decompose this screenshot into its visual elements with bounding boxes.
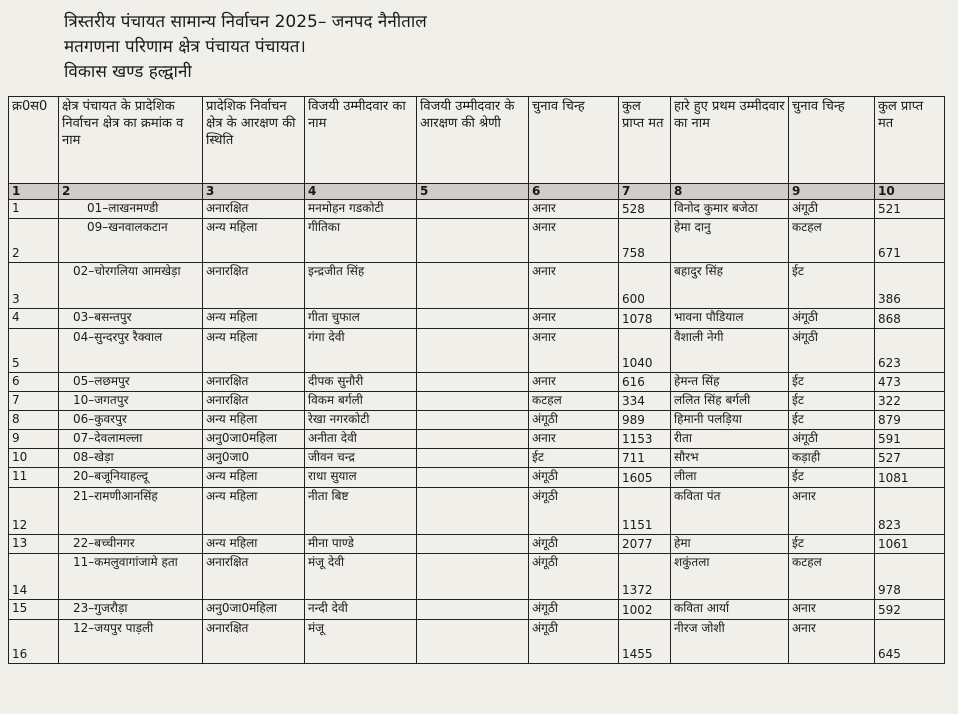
serial-cell: 3 xyxy=(9,263,59,309)
winner-cell: मंजू देवी xyxy=(305,554,417,600)
reservation-cell: अनारक्षित xyxy=(203,200,305,219)
runner-symbol-cell: कटहल xyxy=(789,219,875,263)
symbol-cell: अनार xyxy=(529,329,619,373)
title-line-2: मतगणना परिणाम क्षेत्र पंचायत पंचायत। xyxy=(64,37,306,57)
runner-up-cell: सौरभ xyxy=(671,449,789,468)
winner-category-cell xyxy=(417,200,529,219)
votes-cell: 1151 xyxy=(619,488,671,535)
winner-category-cell xyxy=(417,600,529,620)
table-row xyxy=(9,535,945,554)
table-row xyxy=(9,329,945,373)
winner-cell: राधा सुयाल xyxy=(305,468,417,488)
table-row xyxy=(9,263,945,309)
reservation-cell: अन्य महिला xyxy=(203,309,305,329)
title-line-1: त्रिस्तरीय पंचायत सामान्य निर्वाचन 2025– जनपद नैनीताल xyxy=(64,12,427,32)
serial-cell: 7 xyxy=(9,392,59,411)
runner-up-cell: नीरज जोशी xyxy=(671,620,789,664)
runner-up-cell: हेमन्त सिंह xyxy=(671,373,789,392)
reservation-cell: अनारक्षित xyxy=(203,620,305,664)
column-number: 1 xyxy=(9,184,59,200)
votes-cell: 1153 xyxy=(619,430,671,449)
runner-votes-cell: 322 xyxy=(875,392,945,411)
title-line-3: विकास खण्ड हल्द्वानी xyxy=(64,62,192,82)
table-row xyxy=(9,468,945,488)
table-row xyxy=(9,219,945,263)
winner-cell: मीना पाण्डे xyxy=(305,535,417,554)
winner-category-cell xyxy=(417,392,529,411)
runner-up-cell: लीला xyxy=(671,468,789,488)
column-number: 6 xyxy=(529,184,619,200)
serial-cell: 16 xyxy=(9,620,59,664)
column-number-row xyxy=(9,184,945,200)
votes-cell: 334 xyxy=(619,392,671,411)
runner-up-cell: कविता पंत xyxy=(671,488,789,535)
symbol-cell: अंगूठी xyxy=(529,535,619,554)
area-cell: 12–जयपुर पाड़ली xyxy=(59,620,203,664)
winner-category-cell xyxy=(417,263,529,309)
runner-symbol-cell: अंगूठी xyxy=(789,309,875,329)
runner-up-cell: विनोद कुमार बजेठा xyxy=(671,200,789,219)
runner-votes-cell: 386 xyxy=(875,263,945,309)
runner-symbol-cell: अनार xyxy=(789,620,875,664)
column-number: 5 xyxy=(417,184,529,200)
symbol-cell: अनार xyxy=(529,219,619,263)
column-number: 9 xyxy=(789,184,875,200)
serial-cell: 13 xyxy=(9,535,59,554)
runner-votes-cell: 623 xyxy=(875,329,945,373)
table-row xyxy=(9,392,945,411)
winner-cell: रेखा नगरकोटी xyxy=(305,411,417,430)
reservation-cell: अन्य महिला xyxy=(203,219,305,263)
area-cell: 06–कुवरपुर xyxy=(59,411,203,430)
votes-cell: 1078 xyxy=(619,309,671,329)
table-row xyxy=(9,554,945,600)
winner-cell: मंजू xyxy=(305,620,417,664)
reservation-cell: अन्य महिला xyxy=(203,535,305,554)
winner-category-cell xyxy=(417,219,529,263)
serial-cell: 14 xyxy=(9,554,59,600)
reservation-cell: अन्य महिला xyxy=(203,329,305,373)
header-symbol: चुनाव चिन्ह xyxy=(529,97,619,184)
votes-cell: 2077 xyxy=(619,535,671,554)
runner-symbol-cell: ईट xyxy=(789,535,875,554)
area-cell: 07–देवलामल्ला xyxy=(59,430,203,449)
runner-votes-cell: 1081 xyxy=(875,468,945,488)
winner-category-cell xyxy=(417,411,529,430)
serial-cell: 9 xyxy=(9,430,59,449)
header-serial: क्र0स0 xyxy=(9,97,59,184)
serial-cell: 10 xyxy=(9,449,59,468)
header-row xyxy=(9,97,945,184)
runner-votes-cell: 868 xyxy=(875,309,945,329)
winner-cell: अनीता देवी xyxy=(305,430,417,449)
area-cell: 02–चोरगलिया आमखेड़ा xyxy=(59,263,203,309)
winner-cell: जीवन चन्द्र xyxy=(305,449,417,468)
runner-symbol-cell: अंगूठी xyxy=(789,200,875,219)
area-cell: 08–खेड़ा xyxy=(59,449,203,468)
area-cell: 04–सुन्दरपुर रैक्वाल xyxy=(59,329,203,373)
serial-cell: 1 xyxy=(9,200,59,219)
symbol-cell: अंगूठी xyxy=(529,554,619,600)
header-runner-up: हारे हुए प्रथम उम्मीदवार का नाम xyxy=(671,97,789,184)
winner-category-cell xyxy=(417,535,529,554)
winner-category-cell xyxy=(417,468,529,488)
table-row xyxy=(9,430,945,449)
votes-cell: 989 xyxy=(619,411,671,430)
votes-cell: 600 xyxy=(619,263,671,309)
symbol-cell: अनार xyxy=(529,263,619,309)
table-row xyxy=(9,309,945,329)
column-number: 10 xyxy=(875,184,945,200)
runner-symbol-cell: ईट xyxy=(789,263,875,309)
area-cell: 22–बच्चीनगर xyxy=(59,535,203,554)
winner-cell: नीता बिष्ट xyxy=(305,488,417,535)
runner-votes-cell: 527 xyxy=(875,449,945,468)
area-cell: 11–कमलुवागांजामे हता xyxy=(59,554,203,600)
winner-category-cell xyxy=(417,309,529,329)
serial-cell: 4 xyxy=(9,309,59,329)
symbol-cell: अंगूठी xyxy=(529,488,619,535)
winner-category-cell xyxy=(417,373,529,392)
winner-cell: मनमोहन गडकोटी xyxy=(305,200,417,219)
table-row xyxy=(9,411,945,430)
votes-cell: 758 xyxy=(619,219,671,263)
runner-up-cell: शकुंतला xyxy=(671,554,789,600)
runner-up-cell: कविता आर्या xyxy=(671,600,789,620)
winner-cell: विकम बर्गली xyxy=(305,392,417,411)
winner-category-cell xyxy=(417,430,529,449)
winner-cell: दीपक सुनौरी xyxy=(305,373,417,392)
header-winner: विजयी उम्मीदवार का नाम xyxy=(305,97,417,184)
column-number: 3 xyxy=(203,184,305,200)
votes-cell: 1040 xyxy=(619,329,671,373)
symbol-cell: अनार xyxy=(529,373,619,392)
runner-symbol-cell: कड़ाही xyxy=(789,449,875,468)
votes-cell: 1605 xyxy=(619,468,671,488)
reservation-cell: अन्य महिला xyxy=(203,488,305,535)
area-cell: 01–लाखनमण्डी xyxy=(59,200,203,219)
table-row xyxy=(9,600,945,620)
winner-category-cell xyxy=(417,620,529,664)
runner-votes-cell: 1061 xyxy=(875,535,945,554)
area-cell: 23–गुजरौड़ा xyxy=(59,600,203,620)
table-row xyxy=(9,488,945,535)
runner-votes-cell: 978 xyxy=(875,554,945,600)
votes-cell: 1372 xyxy=(619,554,671,600)
winner-category-cell xyxy=(417,554,529,600)
runner-votes-cell: 591 xyxy=(875,430,945,449)
serial-cell: 12 xyxy=(9,488,59,535)
votes-cell: 1455 xyxy=(619,620,671,664)
winner-cell: गीतिका xyxy=(305,219,417,263)
runner-up-cell: रीता xyxy=(671,430,789,449)
table-row xyxy=(9,449,945,468)
symbol-cell: अंगूठी xyxy=(529,600,619,620)
runner-symbol-cell: अनार xyxy=(789,600,875,620)
runner-up-cell: हिमानी पलड़िया xyxy=(671,411,789,430)
area-cell: 05–लछमपुर xyxy=(59,373,203,392)
area-cell: 03–बसन्तपुर xyxy=(59,309,203,329)
runner-votes-cell: 473 xyxy=(875,373,945,392)
symbol-cell: अनार xyxy=(529,200,619,219)
runner-symbol-cell: ईट xyxy=(789,392,875,411)
symbol-cell: अंगूठी xyxy=(529,468,619,488)
runner-symbol-cell: कटहल xyxy=(789,554,875,600)
area-cell: 09–खनवालकटान xyxy=(59,219,203,263)
winner-cell: गीता चुफाल xyxy=(305,309,417,329)
runner-votes-cell: 879 xyxy=(875,411,945,430)
runner-votes-cell: 592 xyxy=(875,600,945,620)
runner-symbol-cell: ईट xyxy=(789,468,875,488)
reservation-cell: अनारक्षित xyxy=(203,373,305,392)
votes-cell: 1002 xyxy=(619,600,671,620)
document-title-block xyxy=(64,10,427,85)
table-row xyxy=(9,200,945,219)
runner-votes-cell: 521 xyxy=(875,200,945,219)
winner-cell: इन्द्रजीत सिंह xyxy=(305,263,417,309)
winner-category-cell xyxy=(417,488,529,535)
votes-cell: 528 xyxy=(619,200,671,219)
runner-symbol-cell: अंगूठी xyxy=(789,329,875,373)
reservation-cell: अनु0जा0महिला xyxy=(203,430,305,449)
winner-cell: गंगा देवी xyxy=(305,329,417,373)
reservation-cell: अन्य महिला xyxy=(203,468,305,488)
reservation-cell: अनारक्षित xyxy=(203,392,305,411)
votes-cell: 711 xyxy=(619,449,671,468)
reservation-cell: अनु0जा0 xyxy=(203,449,305,468)
runner-symbol-cell: ईट xyxy=(789,373,875,392)
serial-cell: 15 xyxy=(9,600,59,620)
reservation-cell: अन्य महिला xyxy=(203,411,305,430)
serial-cell: 8 xyxy=(9,411,59,430)
runner-symbol-cell: अंगूठी xyxy=(789,430,875,449)
symbol-cell: कटहल xyxy=(529,392,619,411)
runner-up-cell: ललित सिंह बर्गली xyxy=(671,392,789,411)
runner-symbol-cell: ईट xyxy=(789,411,875,430)
header-reservation: प्रादेशिक निर्वाचन क्षेत्र के आरक्षण की स्थिति xyxy=(203,97,305,184)
column-number: 2 xyxy=(59,184,203,200)
header-votes: कुल प्राप्त मत xyxy=(619,97,671,184)
symbol-cell: अनार xyxy=(529,430,619,449)
area-cell: 20–बजूनियाहल्दू xyxy=(59,468,203,488)
column-number: 4 xyxy=(305,184,417,200)
runner-up-cell: हेमा दानु xyxy=(671,219,789,263)
runner-up-cell: वैशाली नेगी xyxy=(671,329,789,373)
runner-votes-cell: 823 xyxy=(875,488,945,535)
symbol-cell: अंगूठी xyxy=(529,411,619,430)
symbol-cell: अंगूठी xyxy=(529,620,619,664)
votes-cell: 616 xyxy=(619,373,671,392)
symbol-cell: अनार xyxy=(529,309,619,329)
table-row xyxy=(9,373,945,392)
winner-category-cell xyxy=(417,329,529,373)
serial-cell: 2 xyxy=(9,219,59,263)
runner-votes-cell: 645 xyxy=(875,620,945,664)
serial-cell: 5 xyxy=(9,329,59,373)
area-cell: 21–रामणीआनसिंह xyxy=(59,488,203,535)
symbol-cell: ईट xyxy=(529,449,619,468)
runner-up-cell: बहादुर सिंह xyxy=(671,263,789,309)
column-number: 7 xyxy=(619,184,671,200)
runner-votes-cell: 671 xyxy=(875,219,945,263)
area-cell: 10–जगतपुर xyxy=(59,392,203,411)
table-row xyxy=(9,620,945,664)
reservation-cell: अनारक्षित xyxy=(203,263,305,309)
header-runner-symbol: चुनाव चिन्ह xyxy=(789,97,875,184)
results-table xyxy=(8,96,945,664)
runner-up-cell: भावना पौडियाल xyxy=(671,309,789,329)
reservation-cell: अनु0जा0महिला xyxy=(203,600,305,620)
serial-cell: 6 xyxy=(9,373,59,392)
serial-cell: 11 xyxy=(9,468,59,488)
column-number: 8 xyxy=(671,184,789,200)
runner-symbol-cell: अनार xyxy=(789,488,875,535)
winner-category-cell xyxy=(417,449,529,468)
winner-cell: नन्दी देवी xyxy=(305,600,417,620)
header-area: क्षेत्र पंचायत के प्रादेशिक निर्वाचन क्षेत्र का क्रमांक व नाम xyxy=(59,97,203,184)
reservation-cell: अनारक्षित xyxy=(203,554,305,600)
runner-up-cell: हेमा xyxy=(671,535,789,554)
header-runner-votes: कुल प्राप्त मत xyxy=(875,97,945,184)
header-winner-category: विजयी उम्मीदवार के आरक्षण की श्रेणी xyxy=(417,97,529,184)
